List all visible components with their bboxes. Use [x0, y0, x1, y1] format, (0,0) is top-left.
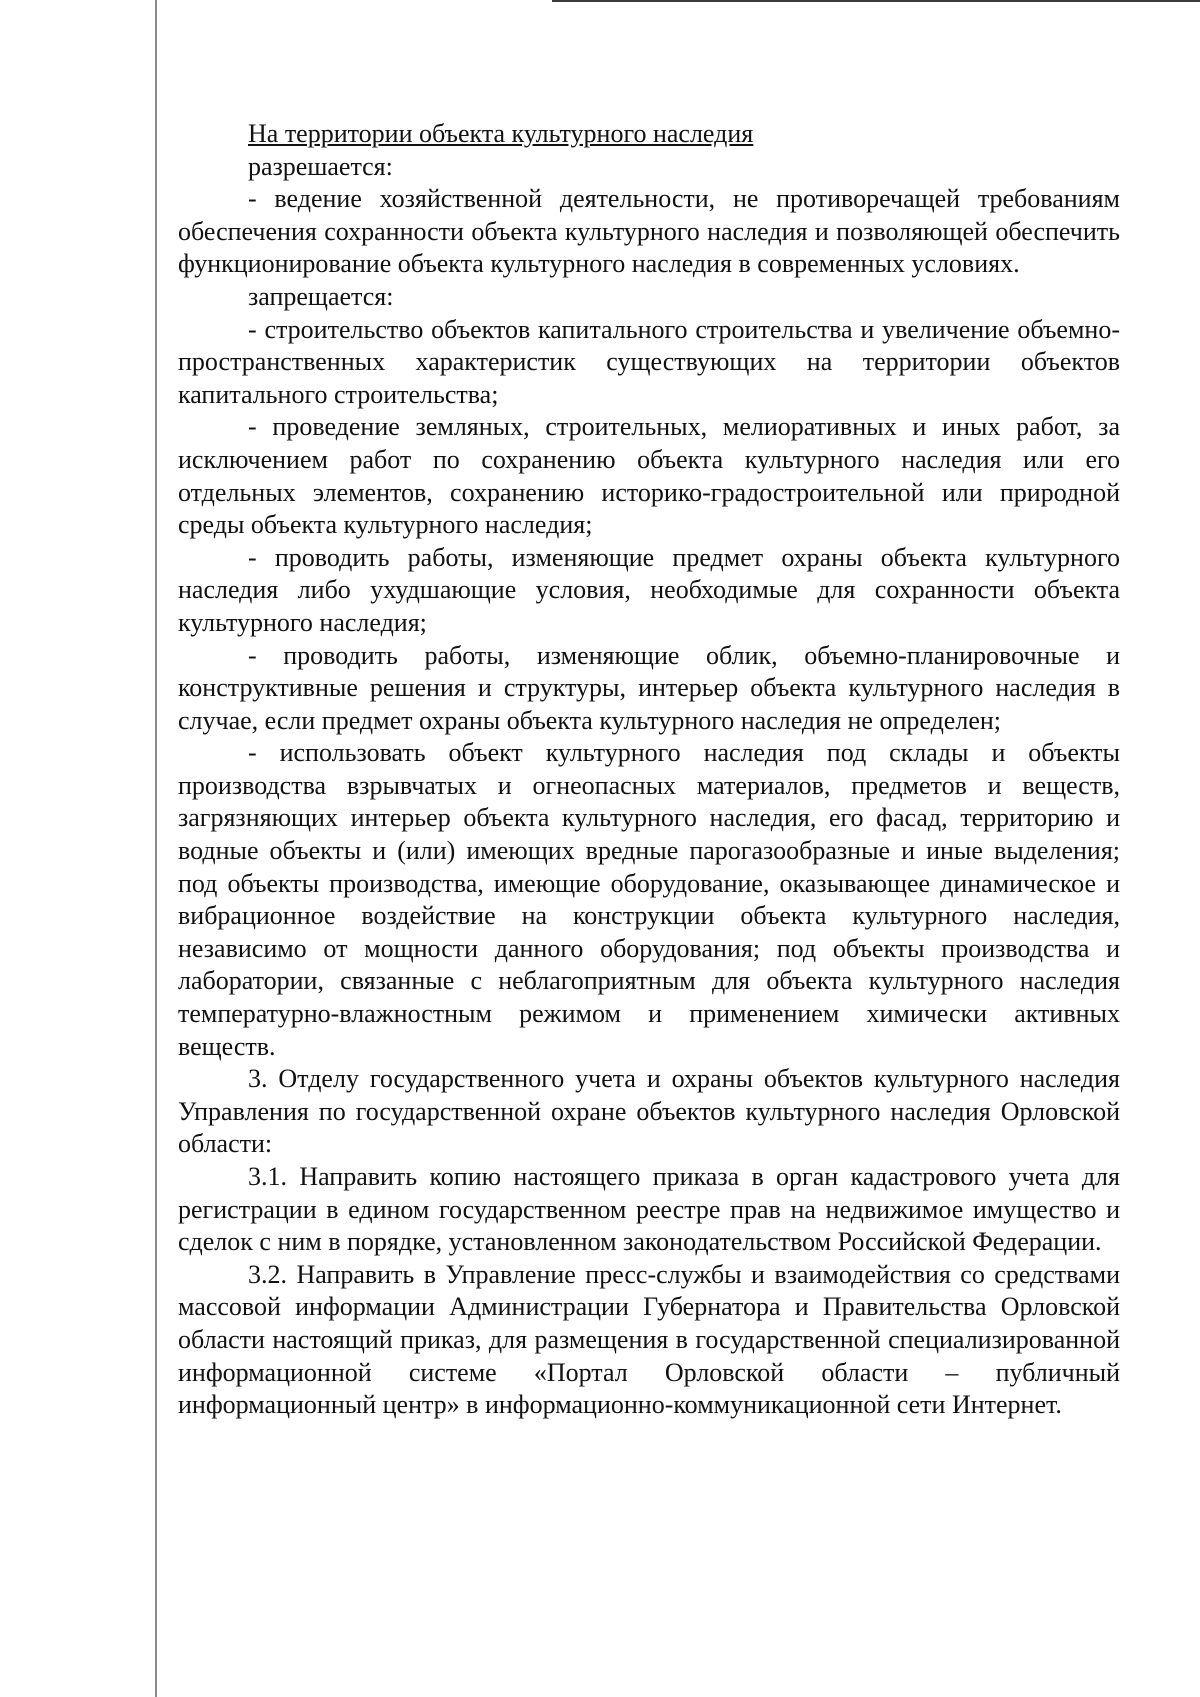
section-heading: На территории объекта культурного наследия: [248, 119, 754, 148]
clause-3-2: 3.2. Направить в Управление пресс-службы и взаимодействия со средствами массовой информации Администрации Губернатора и Правительства Орловской области настоящий приказ, для размещения в государственной специализированной информационной системе «Портал Орловской области – публичный информационный центр» в информационно-коммуникационной сети Интернет.: [178, 1259, 1120, 1420]
document-body: [178, 118, 1120, 1422]
forbidden-item: - строительство объектов капитального строительства и увеличение объемно-пространственных характеристик существующих на территории объектов капитального строительства;: [178, 314, 1120, 409]
forbidden-item: - проводить работы, изменяющие облик, объемно-планировочные и конструктивные решения и структуры, интерьер объекта культурного наследия в случае, если предмет охраны объекта культурного наследия не определен;: [178, 640, 1120, 735]
clause-3-1: 3.1. Направить копию настоящего приказа в орган кадастрового учета для регистрации в едином государственном реестре прав на недвижимое имущество и сделок с ним в порядке, установленном законодательством Российской Федерации.: [178, 1162, 1120, 1257]
forbidden-item: - проведение земляных, строительных, мелиоративных и иных работ, за исключением работ по сохранению объекта культурного наследия или его отдельных элементов, сохранению историко-градостроительной или природной среды объекта культурного наследия;: [178, 412, 1120, 540]
forbidden-item: - проводить работы, изменяющие предмет охраны объекта культурного наследия либо ухудшающие условия, необходимые для сохранности объекта культурного наследия;: [178, 542, 1120, 637]
forbidden-label: запрещается:: [248, 281, 394, 311]
clause-3: 3. Отделу государственного учета и охраны объектов культурного наследия Управления по государственной охране объектов культурного наследия Орловской области:: [178, 1064, 1120, 1159]
scan-left-edge: [155, 0, 157, 1697]
allowed-label: разрешается:: [248, 151, 393, 181]
allowed-item: - ведение хозяйственной деятельности, не противоречащей требованиям обеспечения сохранности объекта культурного наследия и позволяющей обеспечить функционирование объекта культурного наследия в современных условиях.: [178, 184, 1120, 279]
scan-top-line: [552, 0, 1200, 2]
forbidden-item: - использовать объект культурного наследия под склады и объекты производства взрывчатых и огнеопасных материалов, предметов и веществ, загрязняющих интерьер объекта культурного наследия, его фасад, территорию и водные объекты и (или) имеющих вредные парогазообразные и иные выделения; под объекты производства, имеющие оборудование, оказывающее динамическое и вибрационное воздействие на конструкции объекта культурного наследия, независимо от мощности данного оборудования; под объекты производства и лаборатории, связанные с неблагоприятным для объекта культурного наследия температурно-влажностным режимом и применением химически активных веществ.: [178, 738, 1120, 1061]
